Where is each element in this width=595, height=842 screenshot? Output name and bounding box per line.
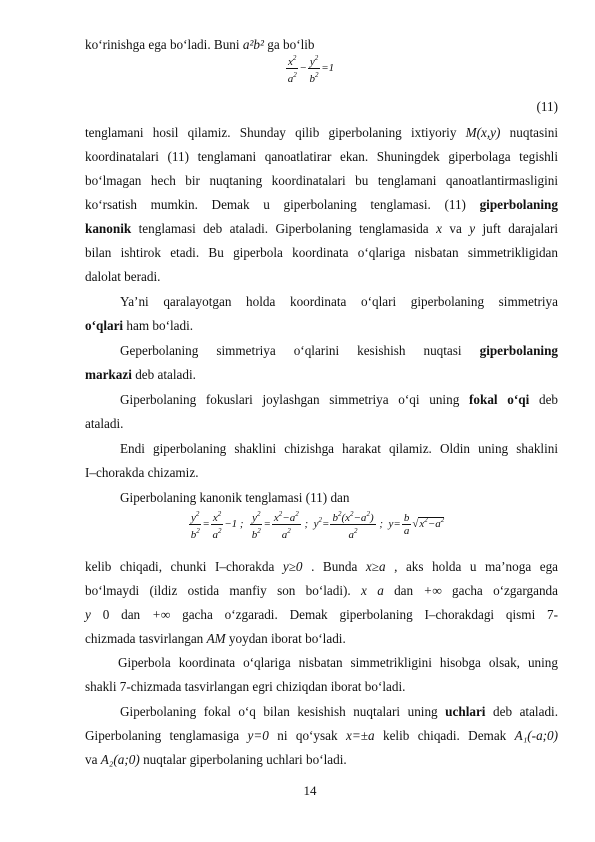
text-line: markazi deb ataladi. bbox=[85, 367, 196, 382]
text-line: kelib chiqadi, chunki I–chorakda y≥0 . Bunda x≥a , aks holda u ma’noga ega bbox=[85, 559, 559, 574]
equation-chain: $\frac{y^2}{b^2}$ = $\frac{x^2}{a^2}$ −1 ; $\frac{y^2}{b^2}$ = $\frac{x^2-a^2}{a^2}$ ; $y^2=$ $\frac{b^2(x^2-a^2)}{a^2}$ ; y= $\frac{b}{a}$ $√x^2-a^2$ bbox=[190, 510, 445, 541]
equation-number: (11) bbox=[536, 99, 558, 114]
text-line: chizmada tasvirlangan AM yoydan iborat bo‘ladi. bbox=[85, 631, 346, 646]
text-line: shakli 7-chizmada tasvirlangan egri chiziqdan iborat bo‘ladi. bbox=[85, 679, 406, 694]
text-line: Giperbolaning fokal o‘q bilan kesishish nuqtalari uning uchlari deb ataladi. bbox=[120, 704, 559, 719]
text-line: Geperbolaning simmetriya o‘qlarini kesishish nuqtasi giperbolaning bbox=[120, 343, 559, 358]
text-line: dalolat beradi. bbox=[85, 269, 161, 284]
text-line: bo‘lmaydi (ildiz ostida manfiy son bo‘ladi). x a dan +∞ gacha o‘zgarganda bbox=[85, 583, 558, 598]
text-line: Endi giperbolaning shaklini chizishga harakat qilamiz. Oldin uning shaklini bbox=[120, 441, 558, 456]
text-line: kanonik tenglamasi deb ataladi. Giperbolaning tenglamasida x va y juft darajalari bbox=[85, 221, 559, 236]
text-line: Giperbolaning fokuslari joylashgan simmetriya o‘qi uning fokal o‘qi deb bbox=[120, 392, 559, 407]
text-line: ataladi. bbox=[85, 416, 124, 431]
text-line: y 0 dan +∞ gacha o‘zgaradi. Demak giperbolaning I–chorakdagi qismi 7- bbox=[85, 607, 559, 622]
text-line: Giperbola koordinata o‘qlariga nisbatan simmetrikligini hisobga olsak, uning bbox=[118, 655, 558, 670]
text-line: Giperbolaning tenglamasiga y=0 ni qo‘ysak x=±a kelib chiqadi. Demak A₁(-a;0) bbox=[85, 728, 559, 743]
equation-11: $\frac{x^2}{a^2}$ − $\frac{y^2}{b^2}$ =1 bbox=[287, 54, 335, 85]
text-line: ko‘rinishga ega bo‘ladi. Buni a²b² ga bo‘lib bbox=[85, 37, 315, 52]
text-line: koordinatalari (11) tenglamani qanoatlatirar ekan. Shuningdek giperbolaga tegishli bbox=[85, 149, 558, 164]
text-line: ko‘rsatish mumkin. Demak u giperbolaning tenglamasi. (11) giperbolaning bbox=[85, 197, 558, 212]
text-line: I–chorakda chizamiz. bbox=[85, 465, 199, 480]
text-line: va A₂(a;0) nuqtalar giperbolaning uchlari bo‘ladi. bbox=[85, 752, 347, 767]
text-line: Giperbolaning kanonik tenglamasi (11) dan bbox=[120, 490, 350, 505]
text-line: bilan ishtirok etadi. Bu giperbola koordinata o‘qlariga nisbatan simmetrikligidan bbox=[85, 245, 558, 260]
text-line: Ya’ni qaralayotgan holda koordinata o‘qlari giperbolaning simmetriya bbox=[120, 294, 558, 309]
text-line: bo‘lmagan hech bir nuqtaning koordinatalari bu tenglamani qanoatlantirmasligini bbox=[85, 173, 558, 188]
text-line: o‘qlari ham bo‘ladi. bbox=[85, 318, 194, 333]
text-line: tenglamani hosil qilamiz. Shunday qilib giperbolaning ixtiyoriy M(x,y) nuqtasini bbox=[85, 125, 559, 140]
page-number: 14 bbox=[303, 783, 317, 798]
